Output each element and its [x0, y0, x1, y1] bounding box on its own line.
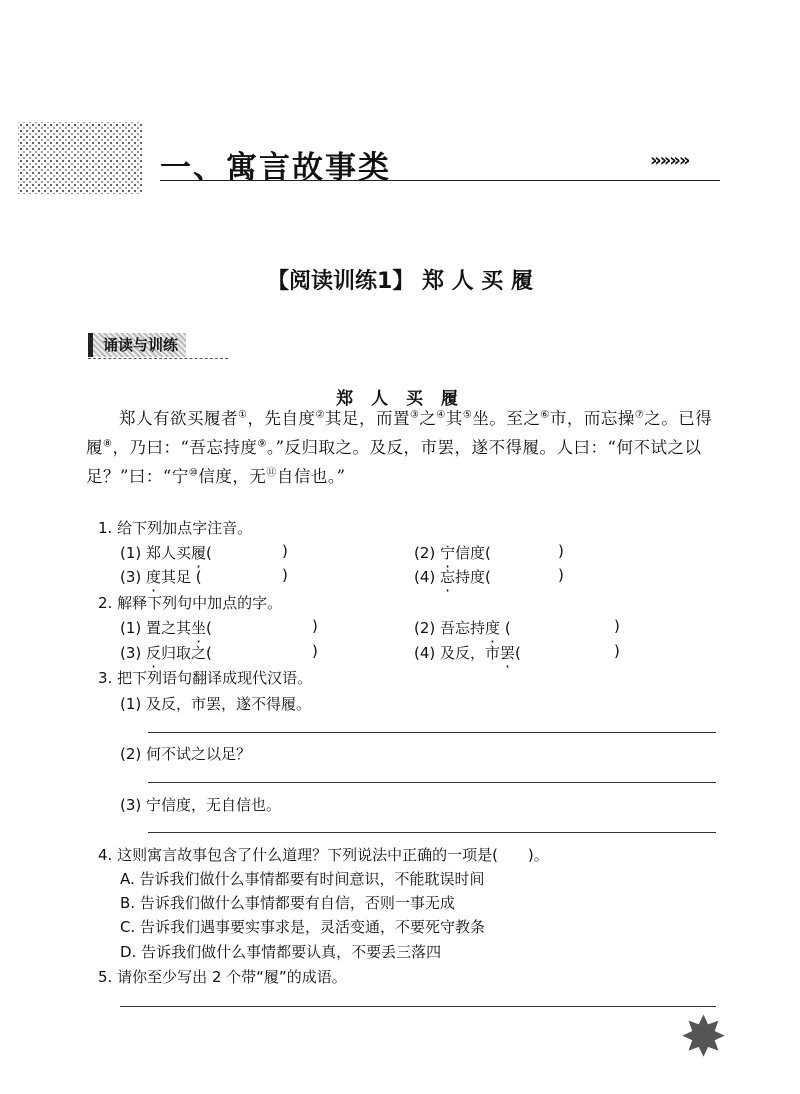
footnote-marker: ⑦ [634, 409, 645, 421]
q1-item-2: (2) 宁信度( [414, 544, 491, 562]
passage-text-segment: 自信也。” [276, 467, 346, 486]
passage-text-segment: 坐。至之 [472, 409, 541, 428]
q1-item-4-close: ) [558, 566, 564, 584]
footnote-marker: ⑪ [266, 467, 277, 479]
chapter-divider [160, 180, 720, 181]
lesson-title: 【阅读训练1】 郑 人 买 履 [267, 269, 533, 294]
chevron-arrows-icon: »»»» [650, 150, 689, 171]
q2-item-1-close: ) [312, 617, 318, 635]
q1-item-3: (3) 度其足 ( [120, 568, 202, 586]
question-5: 5. 请你至少写出 2 个带“履”的成语。 [98, 968, 347, 986]
q4-option-b: B. 告诉我们做什么事情都要有自信，否则一事无成 [120, 894, 455, 912]
answer-line [148, 832, 716, 833]
q1-item-1-close: ) [282, 542, 288, 560]
q2-item-4: (4) 及反，市罢( [414, 644, 521, 662]
passage-text-segment: 之。已得履 [86, 409, 713, 457]
q2-item-2-close: ) [614, 617, 620, 635]
q2-item-2: (2) 吾忘持度 ( [414, 619, 511, 637]
q2-item-3-close: ) [312, 642, 318, 660]
answer-line [148, 782, 716, 783]
footnote-marker: ③ [409, 409, 420, 421]
q3-item-1: (1) 及反，市罢，遂不得履。 [120, 695, 312, 713]
answer-line [148, 732, 716, 733]
passage-text-segment: 郑人有欲买履者 [119, 409, 238, 428]
footnote-marker: ⑩ [188, 467, 199, 479]
footnote-marker: ⑨ [257, 438, 267, 450]
passage-text [86, 404, 726, 491]
passage-text-segment: 市，而忘操 [549, 409, 635, 428]
q4-option-d: D. 告诉我们做什么事情都要认真，不要丢三落四 [120, 943, 442, 961]
footnote-marker: ④ [436, 409, 446, 421]
passage-title: 郑 人 买 履 [336, 389, 464, 409]
q4-option-c: C. 告诉我们遇事要实事求是，灵活变通，不要死守教条 [120, 918, 486, 936]
q2-item-1: (1) 置之其坐( [120, 619, 212, 637]
q1-item-4: (4) 忘持度( [414, 568, 491, 586]
footnote-marker: ⑥ [540, 409, 550, 421]
question-4: 4. 这则寓言故事包含了什么道理？下列说法中正确的一项是( )。 [98, 846, 549, 864]
q3-item-2: (2) 何不试之以足？ [120, 745, 252, 763]
answer-line [120, 1006, 716, 1007]
footnote-marker: ① [238, 409, 248, 421]
footnote-marker: ⑤ [462, 409, 473, 421]
q3-item-3: (3) 宁信度，无自信也。 [120, 796, 282, 814]
chapter-title: 一、寓言故事类 [160, 150, 391, 186]
question-1: 1. 给下列加点字注音。 [98, 519, 253, 537]
footnote-marker: ⑧ [103, 438, 113, 450]
q2-item-4-close: ) [614, 642, 620, 660]
passage-text-segment: 之 [419, 409, 437, 428]
q1-item-1: (1) 郑人买履( [120, 544, 212, 562]
corner-dot-pattern [18, 122, 143, 194]
q4-option-a: A. 告诉我们做什么事情都要有时间意识，不能耽误时间 [120, 870, 485, 888]
q2-item-3: (3) 反归取之( [120, 644, 212, 662]
question-3: 3. 把下列语句翻译成现代汉语。 [98, 669, 313, 687]
section-divider [88, 358, 228, 359]
question-2: 2. 解释下列句中加点的字。 [98, 594, 283, 612]
passage-text-segment: 信度，无 [198, 467, 267, 486]
passage-text-segment: 其 [445, 409, 463, 428]
passage-text-segment: 。”反归取之。及反，市罢，遂不得履。人曰：“何不试之以足？”曰：“宁 [86, 438, 702, 486]
passage-text-segment: ，先自度 [247, 409, 316, 428]
star-icon: ✸ [680, 1005, 727, 1070]
passage-text-segment: 其足，而置 [324, 409, 410, 428]
passage-text-segment: ，乃曰：“吾忘持度 [112, 438, 258, 457]
q1-item-3-close: ) [282, 566, 288, 584]
footnote-marker: ② [315, 409, 325, 421]
q1-item-2-close: ) [558, 542, 564, 560]
section-tag: 诵读与训练 [88, 333, 186, 357]
